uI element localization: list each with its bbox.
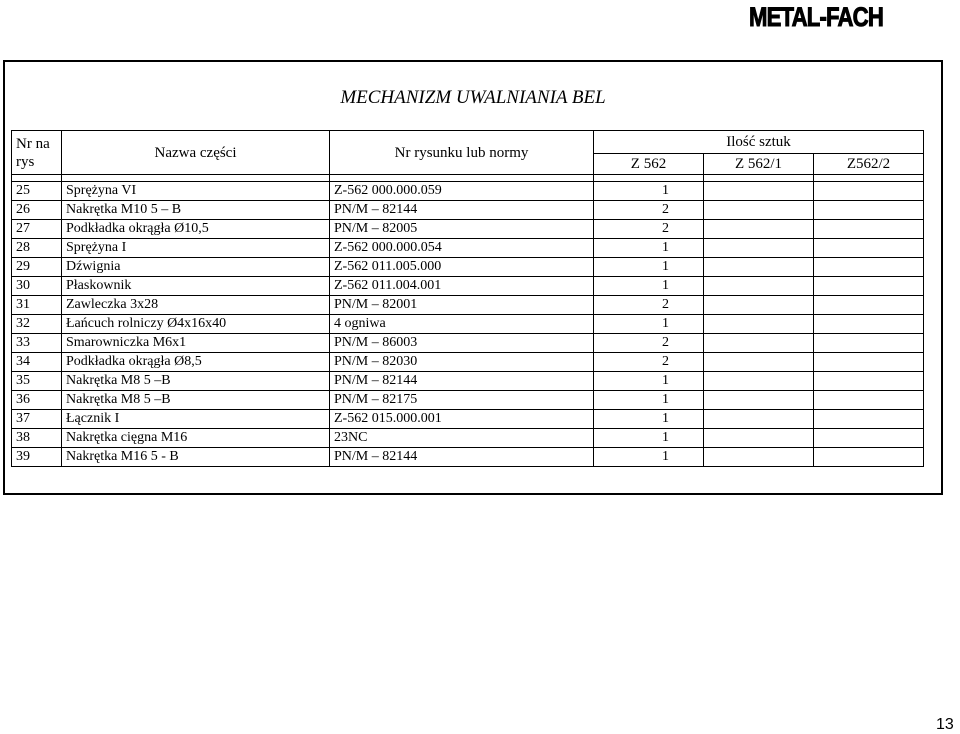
cell-qty-z562-2 [814,353,924,372]
cell-name: Podkładka okrągła Ø8,5 [62,353,330,372]
header-qty-z562-1: Z 562/1 [704,154,814,175]
cell-nr: 33 [12,334,62,353]
table-row [12,296,924,315]
cell-qty-z562: 1 [594,372,704,391]
header-qty-group: Ilość sztuk [594,131,924,154]
cell-qty-z562: 1 [594,429,704,448]
cell-name: Zawleczka 3x28 [62,296,330,315]
parts-sheet [3,60,943,495]
table-row [12,429,924,448]
parts-table [11,130,924,467]
cell-name: Nakrętka M8 5 –B [62,372,330,391]
table-row [12,334,924,353]
cell-drawing: PN/M – 82144 [330,201,594,220]
cell-qty-z562-2 [814,182,924,201]
cell-nr: 39 [12,448,62,467]
cell-qty-z562: 1 [594,315,704,334]
cell-drawing: Z-562 000.000.054 [330,239,594,258]
cell-qty-z562-2 [814,296,924,315]
cell-nr: 38 [12,429,62,448]
cell-qty-z562-1 [704,239,814,258]
cell-nr: 28 [12,239,62,258]
cell-qty-z562-1 [704,201,814,220]
cell-qty-z562-1 [704,220,814,239]
cell-name: Sprężyna I [62,239,330,258]
cell-qty-z562-2 [814,201,924,220]
cell-qty-z562-2 [814,258,924,277]
cell-nr: 26 [12,201,62,220]
cell-qty-z562: 1 [594,182,704,201]
table-row [12,220,924,239]
cell-qty-z562-2 [814,239,924,258]
table-row [12,182,924,201]
cell-drawing: PN/M – 82144 [330,372,594,391]
svg-text:METAL-FACH: METAL-FACH [749,2,883,32]
cell-qty-z562: 1 [594,239,704,258]
table-row [12,239,924,258]
cell-qty-z562-1 [704,448,814,467]
page-number: 13 [936,716,954,733]
cell-nr: 29 [12,258,62,277]
cell-qty-z562-1 [704,353,814,372]
header-drawing: Nr rysunku lub normy [330,131,594,175]
header-qty-z562-2: Z562/2 [814,154,924,175]
cell-qty-z562-1 [704,277,814,296]
cell-qty-z562: 1 [594,258,704,277]
cell-qty-z562-2 [814,277,924,296]
cell-drawing: 4 ogniwa [330,315,594,334]
cell-name: Nakrętka M16 5 - B [62,448,330,467]
cell-name: Podkładka okrągła Ø10,5 [62,220,330,239]
header-qty-z562: Z 562 [594,154,704,175]
cell-name: Nakrętka cięgna M16 [62,429,330,448]
cell-nr: 36 [12,391,62,410]
cell-qty-z562-1 [704,296,814,315]
cell-nr: 30 [12,277,62,296]
cell-qty-z562-2 [814,429,924,448]
cell-drawing: Z-562 011.005.000 [330,258,594,277]
cell-name: Nakrętka M8 5 –B [62,391,330,410]
cell-qty-z562-1 [704,410,814,429]
cell-name: Łącznik I [62,410,330,429]
cell-nr: 32 [12,315,62,334]
cell-nr: 27 [12,220,62,239]
cell-nr: 35 [12,372,62,391]
cell-qty-z562: 2 [594,296,704,315]
table-row [12,201,924,220]
cell-drawing: Z-562 000.000.059 [330,182,594,201]
table-row [12,448,924,467]
cell-drawing: PN/M – 82144 [330,448,594,467]
cell-drawing: PN/M – 82030 [330,353,594,372]
cell-qty-z562-2 [814,372,924,391]
cell-name: Łańcuch rolniczy Ø4x16x40 [62,315,330,334]
cell-drawing: PN/M – 82005 [330,220,594,239]
cell-qty-z562: 1 [594,448,704,467]
cell-qty-z562-2 [814,448,924,467]
cell-drawing: Z-562 015.000.001 [330,410,594,429]
cell-name: Smarowniczka M6x1 [62,334,330,353]
table-row [12,353,924,372]
cell-qty-z562-1 [704,372,814,391]
cell-name: Nakrętka M10 5 – B [62,201,330,220]
cell-drawing: 23NC [330,429,594,448]
cell-qty-z562-1 [704,315,814,334]
cell-qty-z562: 1 [594,410,704,429]
table-row [12,277,924,296]
cell-qty-z562: 2 [594,201,704,220]
table-row [12,410,924,429]
cell-drawing: PN/M – 82001 [330,296,594,315]
table-row [12,258,924,277]
cell-nr: 37 [12,410,62,429]
header-name: Nazwa części [62,131,330,175]
cell-qty-z562-2 [814,391,924,410]
cell-drawing: PN/M – 86003 [330,334,594,353]
cell-nr: 31 [12,296,62,315]
cell-qty-z562-2 [814,220,924,239]
cell-nr: 34 [12,353,62,372]
cell-name: Płaskownik [62,277,330,296]
cell-drawing: Z-562 011.004.001 [330,277,594,296]
cell-qty-z562-2 [814,410,924,429]
cell-qty-z562-1 [704,182,814,201]
table-row [12,315,924,334]
page-title: MECHANIZM UWALNIANIA BEL [340,87,606,108]
cell-qty-z562: 2 [594,334,704,353]
cell-qty-z562: 2 [594,220,704,239]
cell-qty-z562-1 [704,429,814,448]
table-row [12,391,924,410]
metal-fach-logo [746,0,886,32]
cell-qty-z562-2 [814,315,924,334]
table-row [12,372,924,391]
cell-qty-z562-1 [704,258,814,277]
cell-nr: 25 [12,182,62,201]
cell-qty-z562: 1 [594,391,704,410]
cell-qty-z562-1 [704,391,814,410]
cell-qty-z562-2 [814,334,924,353]
cell-drawing: PN/M – 82175 [330,391,594,410]
header-nr: Nr na rys [12,131,62,175]
cell-name: Sprężyna VI [62,182,330,201]
cell-name: Dźwignia [62,258,330,277]
cell-qty-z562: 1 [594,277,704,296]
cell-qty-z562-1 [704,334,814,353]
cell-qty-z562: 2 [594,353,704,372]
